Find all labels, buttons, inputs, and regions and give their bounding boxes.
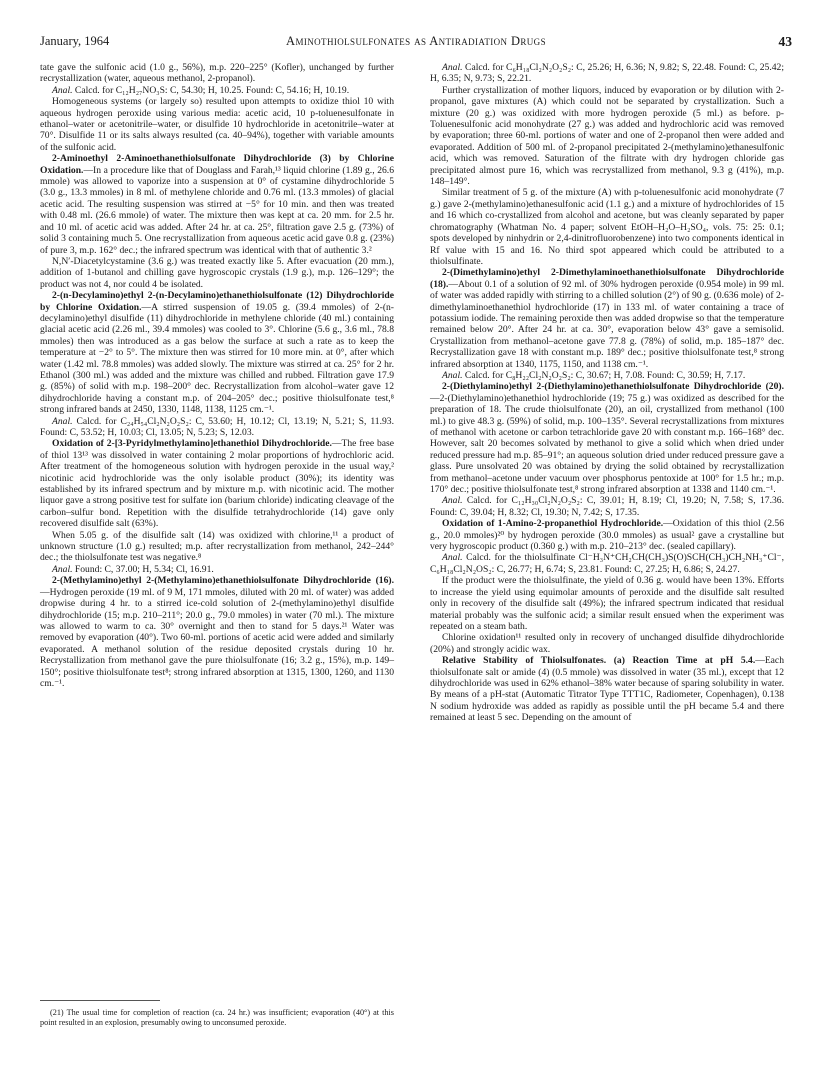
paragraph-text: Calcd. for C₁₂H₂₇NO₃S: C, 54.30; H, 10.25. Found: C, 54.16; H, 10.19. [72, 84, 350, 96]
paragraph [40, 530, 394, 564]
right-column [430, 62, 784, 724]
paragraph-text: Further crystallization of mother liquors, induced by evaporation or by dilution with 2-propanol, gave mixtures (A) which could not be separated by crystallization. Such a mixture (20 g.) was oxidized with more hydrogen peroxide (5 ml.) as before. p-Toluenesulfonic acid monohydrate (27 g.) was added and hydrochloric acid was removed by evaporation; three 60-ml. portions of water and one of 2-propanol then were added and evaporated. Addition of 500 ml. of 2-propanol precipitated 2-(methylamino)ethanesulfonic acid, which was removed. Saturation of the filtrate with dry hydrogen chloride gas precipitated almost pure 16, which was recrystallized from methanol, 9.3 g (41%), m.p. 148–149°. [430, 84, 784, 188]
paragraph-text: Similar treatment of 5 g. of the mixture (A) with p-toluenesulfonic acid monohydrate (7 g.) gave 2-(methylamino)ethanesulfonic acid (1.1 g.) and a mixture of hydrochlorides of 15 and 16 which co-crystallized from alcohol and acetone, but was cleanly separated by paper chromatography (Whatman No. 4 paper; solvent EtOH–H₂O–H₂SO₄, vols. 75: 25: 0.1; spots developed by ninhydrin or 2,4-dinitrofluorobenzene) into two components identical in Rf value with 15 and 16. No third spot appeared which could be attributed to a thiolsulfinate. [430, 187, 784, 267]
header-date: January, 1964 [40, 34, 110, 48]
anal-label: Anal. [52, 563, 73, 575]
paragraph-heading: Oxidation of 2-[3-Pyridylmethylamino]ethanethiol Dihydrochloride. [52, 438, 332, 450]
paragraph [40, 62, 394, 85]
paragraph-text: —The free base of thiol 13¹³ was dissolved in water containing 2 molar proportions of hydrochloric acid. After treatment of the homogeneous solution with hydrogen peroxide in the usual way,² nicotinic acid hydrochloride was the only isolable product (30%); its identity was established by its infrared spectrum and by mixture m.p. with nicotinic acid. The mother liquor gave a strong positive test for sulfate ion (barium chloride) indicating cleavage of the carbon–sulfur bond. Repetition with the disulfide tetrahydrochloride (14) gave only recovered disulfide salt (63%). [40, 438, 394, 530]
paragraph [40, 153, 394, 256]
anal-label: Anal. [52, 415, 73, 427]
paragraph [430, 381, 784, 495]
paragraph [40, 290, 394, 415]
paragraph [430, 552, 784, 575]
paragraph [430, 655, 784, 723]
paragraph-text: Found: C, 37.00; H, 5.34; Cl, 16.91. [72, 563, 214, 575]
paragraph [430, 370, 784, 381]
paragraph-heading: 2-(Methylamino)ethyl 2-(Methylamino)ethanethiolsulfonate Dihydrochloride (16). [52, 575, 394, 587]
paragraph [430, 85, 784, 188]
paragraph [430, 187, 784, 267]
anal-label: Anal. [52, 84, 73, 96]
paragraph-text: Calcd. for the thiolsulfinate Cl⁻H₃N⁺CH₂CH(CH₃)S(O)SCH(CH₃)CH₂NH₃⁺Cl⁻, C₆H₁₈Cl₂N₂OS₂: C, 26.77; H, 6.74; S, 23.81. Found: C, 27.25; H, 6.86; S, 24.27. [430, 552, 784, 575]
paragraph-heading: 2-(Dimethylamino)ethyl 2-Dimethylaminoethanethiolsulfonate Dihydrochloride (18). [430, 267, 784, 290]
anal-label: Anal. [442, 552, 463, 564]
footnote-text: (21) The usual time for completion of reaction (ca. 24 hr.) was insufficient; evaporation (40°) at this point resulted in an explosion, presumably owing to unconsumed peroxide. [40, 1008, 394, 1027]
paragraph-text: —2-(Diethylamino)ethanethiol hydrochloride (19; 75 g.) was oxidized as described for the preparation of 18. The crude thiolsulfonate (20), an oil, crystallized from methanol (100 ml.) to give 48.3 g. (59%) of solid, m.p. 100–135°. Several recrystallizations from mixtures of methanol with acetone or carbon tetrachloride gave 20 with constant m.p. 166–168° dec. However, salt 20 becomes solvated by methanol to give a solid which when dried under reduced pressure had m.p. 85–91°; an aqueous solution dried under reduced pressure gave a glass. Pure unsolvated 20 was obtained by drying the solid obtained by recrystallization from methanol–acetone under vacuum over phosphorus pentoxide at 100° for 1.5 hr.; m.p. 170° dec.; positive thiolsulfonate test,⁸ strong infrared absorption at 1338 and 1140 cm.⁻¹. [430, 392, 784, 496]
paragraph-text: Calcd. for C₈H₂₂Cl₂N₂O₂S₂: C, 30.67; H, 7.08. Found: C, 30.59; H, 7.17. [462, 369, 746, 381]
paragraph-heading: Relative Stability of Thiolsulfonates. (a) Reaction Time at pH 5.4. [442, 655, 756, 667]
paragraph [430, 518, 784, 552]
header-title: Aminothiolsulfonates as Antiradiation Drugs [286, 34, 546, 48]
paragraph [430, 575, 784, 632]
page-number: 43 [778, 34, 792, 49]
paragraph [430, 62, 784, 85]
paragraph-text: tate gave the sulfonic acid (1.0 g., 56%), m.p. 220–225° (Kofler), unchanged by further recrystallization (water, aqueous methanol, 2-propanol). [40, 62, 394, 85]
paragraph-heading: 2-Aminoethyl 2-Aminoethanethiolsulfonate Dihydrochloride (3) by Chlorine Oxidation. [40, 153, 394, 176]
paragraph-text: N,N′-Diacetylcystamine (3.6 g.) was treated exactly like 5. After evacuation (20 mm.), addition of 1-butanol and chilling gave hygroscopic crystals (1.9 g.), m.p. 126–129°; the product was not 4, nor could 4 be isolated. [40, 255, 394, 290]
paragraph-text: Calcd. for C₁₂H₃₀Cl₂N₂O₂S₂: C, 39.01; H, 8.19; Cl, 19.20; N, 7.58; S, 17.36. Found: C, 39.04; H, 8.32; Cl, 19.30; N, 7.42; S, 17.35. [430, 495, 784, 518]
paragraph-text: Calcd. for C₂₄H₅₄Cl₂N₂O₂S₂: C, 53.60; H, 10.12; Cl, 13.19; N, 5.21; S, 11.93. Found: C, 53.52; H, 10.03; Cl, 13.05; N, 5.23; S, 12.03. [40, 415, 394, 438]
paragraph-text: —A stirred suspension of 19.05 g. (39.4 mmoles) of 2-(n-decylamino)ethyl disulfide (11) dihydrochloride in methylene chloride (40 ml.) containing glacial acetic acid (2.26 ml., 39.4 mmoles) was cooled to 3°. Chlorine (5.6 g., 3.6 ml., 78.8 mmoles) then was introduced as a gas below the surface at such a rate as to keep the temperature at −2° to 5°. The mixture then was stirred for 10 more min. at 0°, after which water (1.42 ml. 78.8 mmoles) was added slowly. The mixture was stirred at ca. 25° for 2 hr. Ethanol (300 ml.) was added and the mixture was chilled and rubbed. Filtration gave 17.9 g. (85%) of solid with m.p. 198–200° dec. Recrystallization from alcohol–water gave 12 dihydrochloride having a constant m.p. of 204–205° dec.; positive thiolsulfonate test,⁸ strong infrared bands at 2450, 1330, 1148, 1138, 1125 cm.⁻¹. [40, 301, 395, 416]
footnote-rule [40, 1000, 160, 1001]
paragraph [430, 495, 784, 518]
anal-label: Anal. [442, 495, 463, 507]
anal-label: Anal. [442, 369, 463, 381]
paragraph-text: If the product were the thiolsulfinate, the yield of 0.36 g. would have been 13%. Efforts to increase the yield using equimolar amounts of peroxide and the disulfide salt resulted only in recovery of the disulfide salt (49%); the infrared spectrum indicated that residual material probably was the sulfonic acid; a similar result ensued when the experiment was repeated on a steam bath. [430, 575, 784, 632]
paragraph-heading: Oxidation of 1-Amino-2-propanethiol Hydrochloride. [442, 518, 664, 530]
footnote [40, 1008, 394, 1028]
paragraph [40, 575, 394, 689]
anal-label: Anal. [442, 62, 463, 73]
paragraph [430, 267, 784, 370]
paragraph [40, 85, 394, 96]
paragraph-text: Homogeneous systems (or largely so) resulted upon attempts to oxidize thiol 10 with aqueous hydrogen peroxide using various media: acetic acid, 10 p-toluenesulfonate in ethanol–water or acetonitrile–water, or disulfide 10 hydrochloride in acetonitrile–water at 70°. Disulfide 11 or its salts always resulted (ca. 40–94%), together with variable amounts of the sulfonic acid. [40, 96, 394, 153]
paragraph [40, 438, 394, 529]
paragraph-text: Chlorine oxidation¹¹ resulted only in recovery of unchanged disulfide dihydrochloride (20%) and strongly acidic wax. [430, 632, 784, 655]
paragraph-text: —Hydrogen peroxide (19 ml. of 9 M, 171 mmoles, diluted with 20 ml. of water) was added dropwise during 4 hr. to a stirred ice-cold solution of 2-(methylamino)ethyl disulfide dihydrochloride (15; m.p. 210–211°; 20.0 g., 79.0 mmoles) in water (70 ml.). The mixture was allowed to warm to ca. 30° overnight and then to stand for 5 days.²¹ Water was removed by evaporation (40°). Two 60-ml. portions of acetic acid were added and similarly evaporated. A methanol solution of the residue deposited crystals during 10 hr. Recrystallization from methanol gave the pure thiolsulfonate (16; 3.2 g., 15%), m.p. 149–150°; positive thiolsulfonate test⁸; strong infrared absorption at 1315, 1300, 1260, and 1130 cm.⁻¹. [40, 586, 394, 689]
paragraph-text: —About 0.1 of a solution of 92 ml. of 30% hydrogen peroxide (0.954 mole) in 99 ml. of water was added rapidly with stirring to a chilled solution (2°) of 90 g. (0.636 mole) of 2-dimethylaminoethanethiol hydrochloride (17) in 133 ml. of water containing a trace of potassium iodide. The remaining peroxide then was added dropwise so that the temperature remained below 20°. After 24 hr. at ca. 30°, evaporation below 43° gave a semisolid. Crystallization from methanol–acetone gave 77.8 g. (78%) of solid, m.p. 185–187° dec. Recrystallization gave 18 with constant m.p. 189° dec.; positive thiolsulfonate test,⁸ strong infrared absorption at 1340, 1175, 1150, and 1138 cm.⁻¹. [430, 278, 784, 370]
paragraph-text: Calcd. for C₆H₁₈Cl₂N₂O₂S₂: C, 25.26; H, 6.36; N, 9.82; S, 22.48. Found: C, 25.42; H, 6.35; N, 9.73; S, 22.21. [430, 62, 784, 85]
paragraph-text: —In a procedure like that of Douglass and Farah,¹³ liquid chlorine (1.89 g., 26.6 mmole) was allowed to vaporize into a suspension at 0° of cystamine dihydrochloride 5 (3.0 g., 13.3 mmoles) in 8 ml. of methylene chloride and 0.76 ml. (13.3 mmoles) of glacial acetic acid. The resulting suspension was stirred at −5° for 10 min. and then was treated with 0.48 ml. (26.6 mmole) of water. The mixture then was kept at ca. 20 mm. for 2.5 hr. and 10 ml. of acetic acid was added. After 24 hr. at ca. 25°, filtration gave 2.5 g. (73%) of solid 3 containing much 5. One recrystallization from aqueous acetic acid gave 0.8 g. (23%) of pure 3, m.p. 162° dec.; the infrared spectrum was identical with that of authentic 3.² [40, 164, 394, 256]
paragraph-heading: 2-(Diethylamino)ethyl 2-(Diethylamino)ethanethiolsulfonate Dihydrochloride (20). [442, 381, 784, 393]
paragraph-text: When 5.05 g. of the disulfide salt (14) was oxidized with chlorine,¹¹ a product of unknown structure (1.0 g.) resulted; m.p. after recrystallization from methanol, 242–244° dec.; the thiolsulfonate test was negative.⁸ [40, 529, 394, 564]
paragraph [40, 96, 394, 153]
paragraph [40, 416, 394, 439]
left-column [40, 62, 394, 689]
paragraph [430, 632, 784, 655]
paragraph-text: —Each thiolsulfonate salt or amide (4) (0.5 mmole) was dissolved in water (35 ml.), except that 12 dihydrochloride was used in 62% ethanol–38% water because of sparing solubility in water. By means of a pH-stat (Automatic Titrator Type TTT1C, Radiometer, Copenhagen), 0.138 N sodium hydroxide was added as rapidly as possible until the pH became 5.4 and there remained at least 5 sec. Depending on the amount of [430, 655, 784, 724]
paragraph [40, 564, 394, 575]
running-header [40, 34, 792, 54]
paragraph-text: —Oxidation of this thiol (2.56 g., 20.0 mmoles)²⁰ by hydrogen peroxide (30.0 mmoles) as usual² gave a crystalline but very hygroscopic product (0.360 g.) with m.p. 210–213° dec. (sealed capillary). [430, 518, 784, 553]
paragraph-heading: 2-(n-Decylamino)ethyl 2-(n-Decylamino)ethanethiolsulfonate (12) Dihydrochloride by Chlorine Oxidation. [40, 290, 394, 313]
paragraph [40, 256, 394, 290]
